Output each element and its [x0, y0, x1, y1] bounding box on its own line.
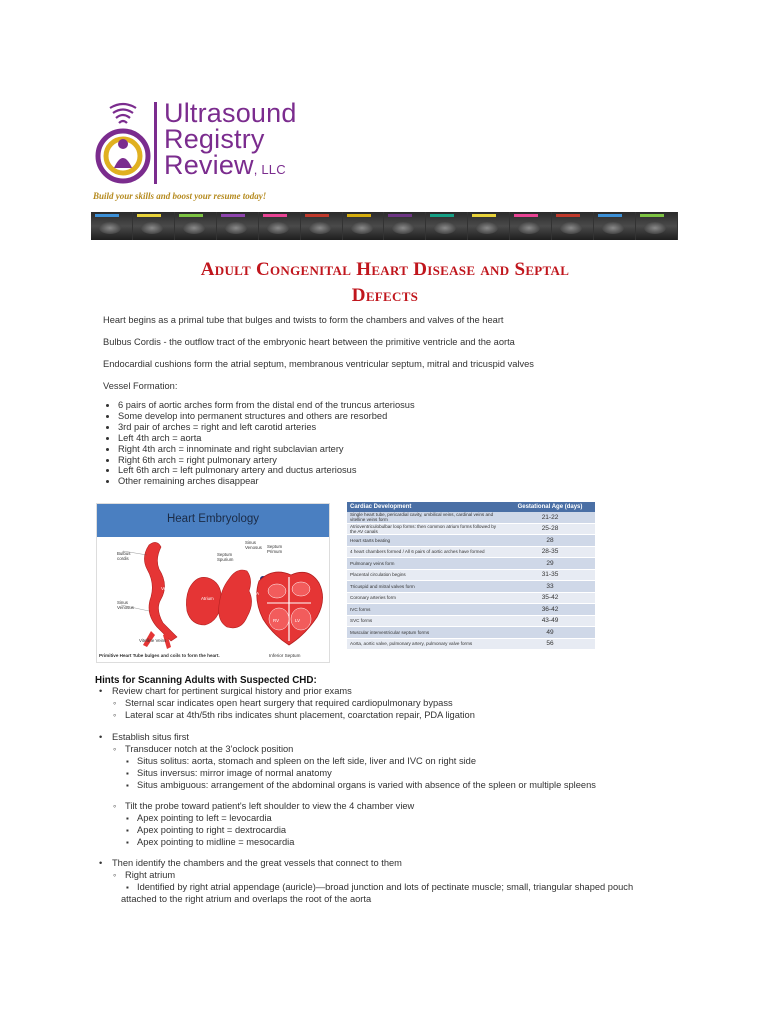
intro-paragraph-3: Endocardial cushions form the atrial septum, membranous ventricular septum, mitral and tricuspid valves: [103, 359, 534, 369]
label-ra: RA: [253, 591, 260, 596]
banner-thumbnail: [217, 212, 259, 240]
list-item: • Right 4th arch = innominate and right subclavian artery: [118, 444, 415, 455]
table-row: [347, 569, 595, 581]
ultrasound-image-thumbnail: [267, 222, 289, 234]
banner-thumbnail: [552, 212, 594, 240]
document-title: [100, 257, 670, 309]
ultrasound-image-thumbnail: [644, 222, 666, 234]
logo-wordmark: [164, 100, 297, 183]
banner-color-tag: [472, 214, 496, 217]
table-cell: 35-42: [505, 592, 595, 604]
hints-heading: Hints for Scanning Adults with Suspected CHD:: [95, 675, 317, 686]
title-line-2: Defects: [351, 285, 419, 306]
banner-thumbnail: [636, 212, 678, 240]
table-cell: Single heart tube, pericardial cavity, umbilical veins, cardinal veins and vitelline veins form: [347, 512, 505, 523]
logo-suffix: , LLC: [253, 162, 286, 177]
banner-color-tag: [430, 214, 454, 217]
list-item: ▪ Apex pointing to midline = mesocardia: [137, 837, 294, 848]
banner-color-tag: [347, 214, 371, 217]
table-cell: Coronary arteries form: [347, 592, 505, 604]
list-item: ▪ Apex pointing to left = levocardia: [137, 813, 272, 824]
list-item: • 3rd pair of arches = right and left carotid arteries: [118, 422, 415, 433]
table-row: [347, 638, 595, 650]
list-item: ▪ Situs inversus: mirror image of normal anatomy: [137, 768, 332, 779]
list-item: • Some develop into permanent structures and others are resorbed: [118, 411, 415, 422]
table-row: [347, 535, 595, 547]
table-cell: Atrioventriculobulbar loop forms: then common atrium forms followed by the AV canals: [347, 523, 505, 535]
logo-line-2: Registry: [164, 124, 265, 154]
logo-divider: [154, 102, 157, 184]
list-item: ◦ Sternal scar indicates open heart surgery that required cardiopulmonary bypass: [125, 698, 453, 709]
figure-title: Heart Embryology: [166, 513, 260, 525]
table-cell: 43-49: [505, 615, 595, 627]
logo-line-3-text: Review: [164, 150, 254, 180]
table-row: [347, 615, 595, 627]
table-row: [347, 558, 595, 570]
list-item: • Other remaining arches disappear: [118, 476, 415, 487]
table-cell: Pulmonary veins form: [347, 558, 505, 570]
table-cell: 29: [505, 558, 595, 570]
list-item: ◦ Lateral scar at 4th/5th ribs indicates shunt placement, coarctation repair, PDA ligation: [125, 710, 475, 721]
ultrasound-image-thumbnail: [392, 222, 414, 234]
banner-thumbnail: [301, 212, 343, 240]
table-cell: IVC forms: [347, 604, 505, 616]
table-row: [347, 627, 595, 639]
label-sinus-venosus-top: Sinus Venosus: [245, 540, 262, 550]
table-header-row: [347, 502, 595, 512]
table-cell: 25-28: [505, 523, 595, 535]
list-item: • Establish situs first: [112, 732, 189, 743]
intro-paragraph-1: Heart begins as a primal tube that bulges and twists to form the chambers and valves of the heart: [103, 315, 504, 325]
banner-color-tag: [137, 214, 161, 217]
label-vitelline-veins: Vitelline Veins: [139, 638, 167, 643]
table-cell: 33: [505, 581, 595, 593]
table-cell: Placental circulation begins: [347, 569, 505, 581]
ultrasound-image-thumbnail: [141, 222, 163, 234]
banner-color-tag: [388, 214, 412, 217]
logo-line-1: Ultrasound: [164, 98, 297, 128]
list-item: ◦ Transducer notch at the 3'oclock position: [125, 744, 293, 755]
intro-paragraph-2: Bulbus Cordis - the outflow tract of the embryonic heart between the primitive ventricle and the aorta: [103, 337, 515, 347]
table-cell: 56: [505, 638, 595, 650]
banner-color-tag: [556, 214, 580, 217]
list-item: • Left 6th arch = left pulmonary artery and ductus arteriosus: [118, 465, 415, 476]
banner-thumbnail: [343, 212, 385, 240]
list-item: ▪ Apex pointing to right = dextrocardia: [137, 825, 286, 836]
table-row: [347, 604, 595, 616]
table-cell: 49: [505, 627, 595, 639]
ultrasound-image-thumbnail: [518, 222, 540, 234]
ultrasound-image-thumbnail: [434, 222, 456, 234]
ultrasound-image-thumbnail: [309, 222, 331, 234]
table-row: [347, 592, 595, 604]
list-item: ▪ Situs solitus: aorta, stomach and spleen on the left side, liver and IVC on right side: [137, 756, 476, 767]
banner-thumbnail: [133, 212, 175, 240]
logo-line-3: [164, 152, 297, 183]
banner-thumbnail: [259, 212, 301, 240]
banner-color-tag: [263, 214, 287, 217]
ultrasound-logo-icon: [92, 100, 154, 186]
label-rv: RV: [273, 618, 280, 623]
company-logo: [92, 100, 312, 190]
column-header: Cardiac Development: [347, 502, 505, 512]
cardiac-development-table: [347, 502, 595, 650]
label-ventricle: Ventricle: [161, 586, 178, 591]
list-item: ▪ Situs ambiguous: arrangement of the abdominal organs is varied with absence of the spleen or multiple spleens: [137, 780, 596, 791]
banner-color-tag: [514, 214, 538, 217]
ultrasound-image-thumbnail: [560, 222, 582, 234]
label-inferior-septum: Inferior Septum: [269, 653, 301, 658]
label-lv: LV: [295, 618, 301, 623]
label-septum-primum: Septum Primum: [267, 544, 283, 554]
vessel-formation-heading: Vessel Formation:: [103, 381, 178, 391]
table-cell: Muscular interventricular septum forms: [347, 627, 505, 639]
table-cell: SVC forms: [347, 615, 505, 627]
ultrasound-image-thumbnail: [99, 222, 121, 234]
ultrasound-image-thumbnail: [225, 222, 247, 234]
table-cell: 28: [505, 535, 595, 547]
column-header: Gestational Age (days): [505, 502, 595, 512]
ultrasound-image-banner: [91, 212, 678, 240]
list-item: • Left 4th arch = aorta: [118, 433, 415, 444]
table-row: [347, 581, 595, 593]
label-atrium: Atrium: [201, 596, 214, 601]
banner-thumbnail: [510, 212, 552, 240]
label-bulbus-cordis: Bulbus cordis: [117, 551, 131, 561]
table-cell: Tricuspid and mitral valves form: [347, 581, 505, 593]
list-item: ▪ Identified by right atrial appendage (auricle)—broad junction and lots of pectinate muscle; small, triangular shaped pouch: [137, 882, 633, 893]
ultrasound-image-thumbnail: [183, 222, 205, 234]
banner-thumbnail: [384, 212, 426, 240]
table-row: [347, 512, 595, 523]
list-item: ◦ Right atrium: [125, 870, 175, 881]
label-sinus-venosus: Sinus Venosus: [117, 600, 134, 610]
table-cell: 31-35: [505, 569, 595, 581]
banner-color-tag: [221, 214, 245, 217]
list-item: • Then identify the chambers and the great vessels that connect to them: [112, 858, 402, 869]
table-cell: 28-35: [505, 546, 595, 558]
figure-caption: Primitive Heart Tube bulges and coils to form the heart.: [99, 653, 220, 658]
banner-thumbnail: [594, 212, 636, 240]
banner-color-tag: [305, 214, 329, 217]
list-item: ◦ Tilt the probe toward patient's left shoulder to view the 4 chamber view: [125, 801, 414, 812]
table-cell: Heart starts beating: [347, 535, 505, 547]
table-cell: 36-42: [505, 604, 595, 616]
table-cell: 21-22: [505, 512, 595, 523]
list-item: • 6 pairs of aortic arches form from the distal end of the truncus arteriosus: [118, 400, 415, 411]
banner-color-tag: [598, 214, 622, 217]
ultrasound-image-thumbnail: [476, 222, 498, 234]
banner-color-tag: [179, 214, 203, 217]
table-cell: Aorta, aortic valve, pulmonary artery, pulmonary valve forms: [347, 638, 505, 650]
banner-thumbnail: [175, 212, 217, 240]
list-item: • Review chart for pertinent surgical history and prior exams: [112, 686, 352, 697]
label-septum-spurium: Septum Spurium: [217, 552, 234, 562]
table-cell: 4 heart chambers formed / All 6 pairs of aortic arches have formed: [347, 546, 505, 558]
table-row: [347, 546, 595, 558]
tagline: Build your skills and boost your resume today!: [93, 191, 267, 201]
table-row: [347, 523, 595, 535]
ultrasound-image-thumbnail: [602, 222, 624, 234]
title-line-1: Adult Congenital Heart Disease and Septal: [200, 259, 570, 280]
ultrasound-image-thumbnail: [351, 222, 373, 234]
banner-thumbnail: [91, 212, 133, 240]
banner-thumbnail: [468, 212, 510, 240]
list-item: • Right 6th arch = right pulmonary artery: [118, 455, 415, 466]
banner-color-tag: [95, 214, 119, 217]
banner-color-tag: [640, 214, 664, 217]
heart-embryology-figure: [96, 503, 330, 663]
list-item-continuation: attached to the right atrium and overlaps the root of the aorta: [121, 894, 372, 904]
vessel-formation-list: [104, 400, 415, 487]
banner-thumbnail: [426, 212, 468, 240]
